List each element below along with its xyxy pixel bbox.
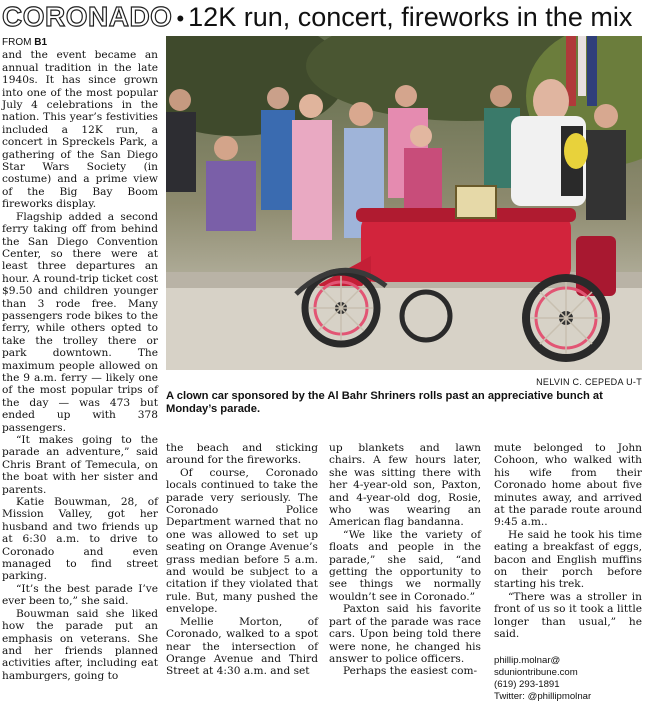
photo-credit-org: U-T xyxy=(626,377,642,387)
clown-car-photo-illustration xyxy=(166,36,642,370)
article-column-4 xyxy=(494,442,642,703)
paragraph: Katie Bouwman, 28, of Mission Valley, got her husband and two friends up at 6:30 a.m. to drive to Coronado and even managed to find street parking. xyxy=(2,496,158,583)
paragraph: Of course, Coronado locals continued to take the parade very seriously. The Coronado Police Department warned that no one was allowed to set up seating on Orange Avenue’s grass median before 5 a.m. and would be subject to a citation if they violated that rule. But, many pushed the envelope. xyxy=(166,466,318,616)
article-column-3 xyxy=(329,442,481,678)
article-column-2 xyxy=(166,442,318,678)
paragraph: “There was a stroller in front of us so it took a little longer than usual,” he said. xyxy=(494,590,642,641)
author-contact xyxy=(494,655,642,703)
author-email-line1: phillip.molnar@ xyxy=(494,654,561,666)
paragraph: Mellie Morton, of Coronado, walked to a spot near the intersection of Orange Avenue and Third Street at 4:30 a.m. and set xyxy=(166,615,318,678)
author-twitter: Twitter: @phillipmolnar xyxy=(494,690,592,702)
paragraph: “We like the variety of floats and people in the parade,” she said, “and getting the opportunity to see things we normally wouldn’t see in Coronado.” xyxy=(329,528,481,603)
paragraph: “It makes going to the parade an adventure,” said Chris Brant of Temecula, on the boat with her sister and parents. xyxy=(2,434,158,496)
photo-credit-name: NELVIN C. CEPEDA xyxy=(536,377,624,387)
jump-prefix: FROM xyxy=(2,37,32,48)
paragraph: “It’s the best parade I’ve ever been to,” she said. xyxy=(2,582,158,608)
paragraph: the beach and sticking around for the fireworks. xyxy=(166,442,318,467)
paragraph: Flagship added a second ferry taking off from behind the San Diego Convention Center, so there were at least three departures an hour. A round-trip ticket cost $9.50 and children younger than 3 rode free. Many passengers rode bikes to the ferry, while others opted to take the trolley there or park downtown. The maximum people allowed on the 9 a.m. ferry — likely one of the most popular trips of the day — was 473 but ended up with 378 passengers. xyxy=(2,210,158,434)
paragraph: He said he took his time eating a breakfast of eggs, bacon and English muffins on their porch before starting his trek. xyxy=(494,528,642,591)
author-phone: (619) 293-1891 xyxy=(494,678,560,690)
jump-ref: B1 xyxy=(34,37,48,48)
paragraph: Paxton said his favorite part of the parade was race cars. Upon being told there were none, he changed his answer to police officers. xyxy=(329,603,481,665)
article-column-1 xyxy=(2,37,158,682)
headline-bullet: • xyxy=(176,6,185,31)
paragraph: Perhaps the easiest com- xyxy=(343,665,478,678)
parade-photo xyxy=(166,36,642,370)
paragraph: Bouwman said she liked how the parade put an emphasis on veterans. She and her friends planned activities after, including eat hamburgers, going to xyxy=(2,607,158,682)
author-email-line2: sduniontribune.com xyxy=(494,666,578,678)
photo-caption: A clown car sponsored by the Al Bahr Shriners rolls past an appreciative bunch at Monday’s parade. xyxy=(166,390,603,415)
headline-title: 12K run, concert, fireworks in the mix xyxy=(188,2,633,32)
photo-credit xyxy=(166,377,642,387)
paragraph: and the event became an annual tradition in the late 1940s. It has since grown into one of the most popular July 4 celebrations in the nation. This year’s festivities included a 12K run, a concert in Spreckels Park, a gathering of the San Diego Star Wars Society (in costume) and a prime view of the Big Bay Boom fireworks display. xyxy=(2,49,158,211)
paragraph: mute belonged to John Cohoon, who walked with his wife from their Coronado home about five minutes away, and arrived at the parade route around 9:45 a.m.. xyxy=(494,442,642,529)
headline-kicker: CORONADO xyxy=(2,1,173,32)
paragraph: up blankets and lawn chairs. A few hours later, she was sitting there with her 4-year-old son, Paxton, and 4-year-old dog, Rosie, who was wearing an American flag bandanna. xyxy=(329,442,481,529)
headline xyxy=(2,0,644,34)
jump-line xyxy=(2,37,158,49)
